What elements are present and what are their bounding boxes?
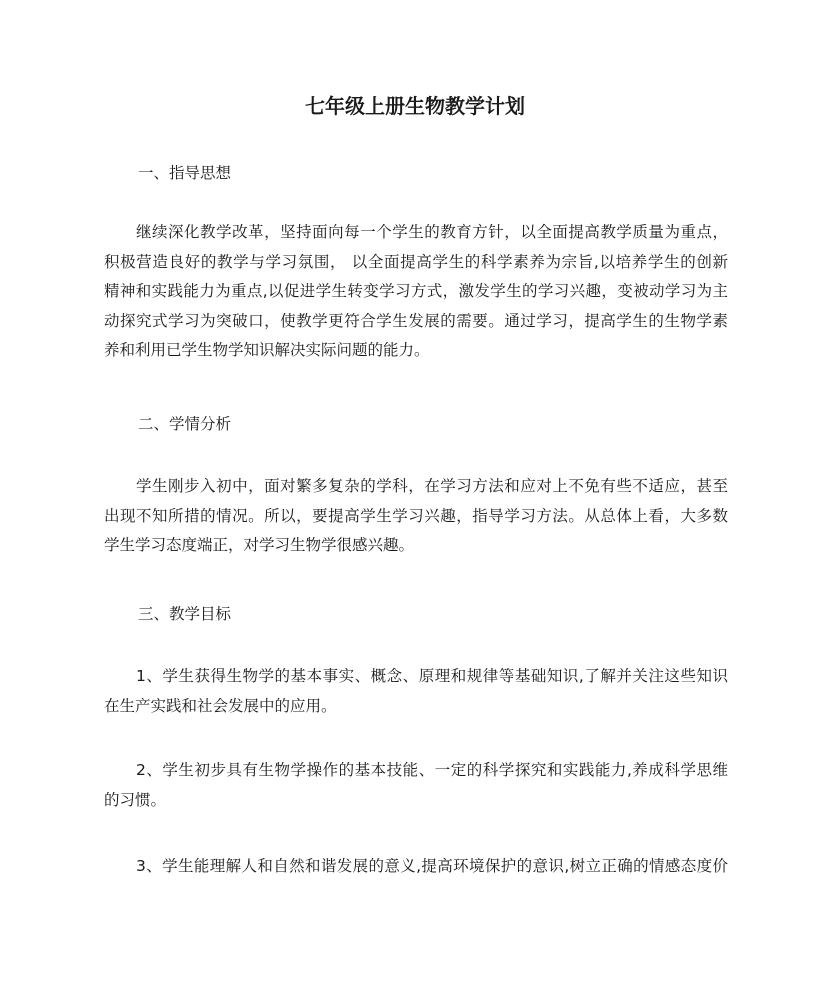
goal-item-2 <box>104 756 728 815</box>
text-line: 养和利用已学生物学知识解决实际问题的能力。 <box>104 341 430 359</box>
section-heading-guiding-ideology: 一、指导思想 <box>138 164 232 182</box>
goal-item-3 <box>104 852 728 882</box>
document-title: 七年级上册生物教学计划 <box>305 94 525 118</box>
text-line: 1、学生获得生物学的基本事实、概念、原理和规律等基础知识,了解并关注这些知识 <box>136 667 728 685</box>
text-line: 动探究式学习为突破口，使教学更符合学生发展的需要。通过学习，提高学生的生物学素 <box>104 311 728 330</box>
text-line: 在生产实践和社会发展中的应用。 <box>104 696 337 715</box>
text-line: 3、学生能理解人和自然和谐发展的意义,提高环境保护的意识,树立正确的情感态度价 <box>136 857 728 875</box>
text-line: 出现不知所措的情况。所以，要提高学生学习兴趣，指导学习方法。从总体上看，大多数 <box>104 506 728 525</box>
text-line: 学生学习态度端正，对学习生物学很感兴趣。 <box>104 536 415 554</box>
paragraph-guiding-ideology <box>104 218 728 366</box>
paragraph-student-analysis <box>104 472 728 561</box>
goal-item-1 <box>104 662 728 721</box>
text-line: 的习惯。 <box>104 790 167 809</box>
text-line: 继续深化教学改革，坚持面向每一个学生的教育方针，以全面提高教学质量为重点， <box>136 223 728 241</box>
text-line: 积极营造良好的教学与学习氛围， 以全面提高学生的科学素养为宗旨,以培养学生的创新 <box>104 252 728 271</box>
text-line: 2、学生初步具有生物学操作的基本技能、一定的科学探究和实践能力,养成科学思维 <box>136 761 728 779</box>
section-heading-student-analysis: 二、学情分析 <box>138 415 232 433</box>
text-line: 精神和实践能力为重点,以促进学生转变学习方式，激发学生的学习兴趣，变被动学习为主 <box>104 282 728 300</box>
text-line: 学生刚步入初中，面对繁多复杂的学科，在学习方法和应对上不免有些不适应，甚至 <box>136 477 728 495</box>
section-heading-teaching-goals: 三、教学目标 <box>138 605 232 623</box>
